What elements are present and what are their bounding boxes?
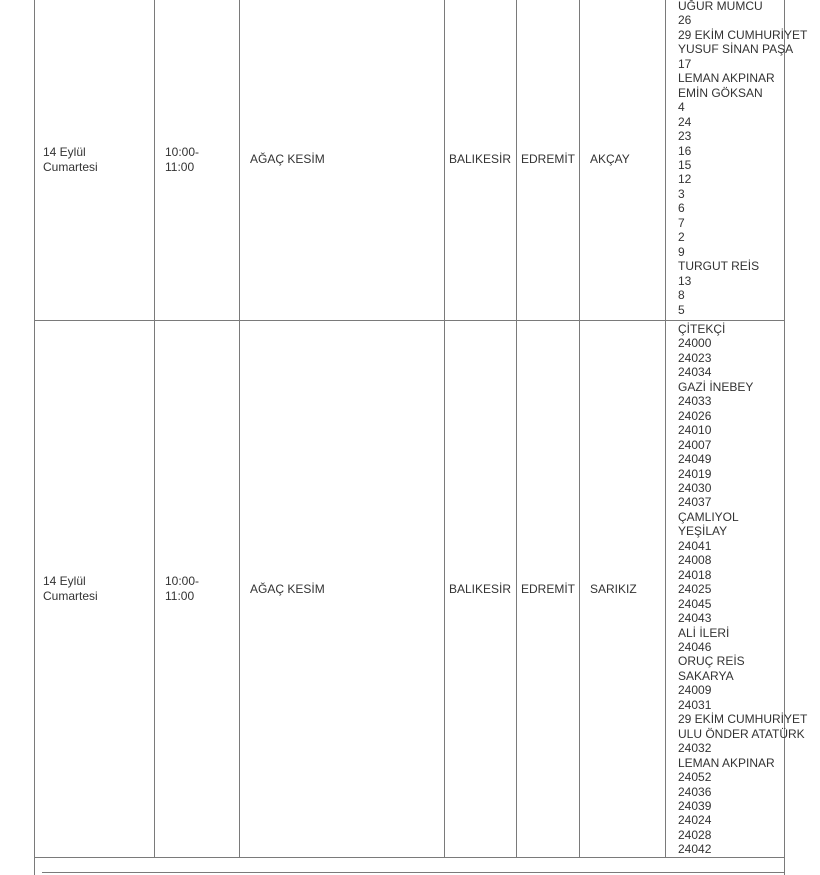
time-end: 11:00 <box>165 159 195 174</box>
street-item: ÇİTEKÇİ <box>678 322 726 336</box>
street-item: ALİ İLERİ <box>678 625 730 640</box>
street-item: 2 <box>678 230 685 245</box>
date-day: 14 Eylül <box>43 574 86 589</box>
street-item: 24041 <box>678 538 712 553</box>
street-item: 9 <box>678 244 685 259</box>
street-item: 7 <box>678 215 685 230</box>
street-item: 29 EKİM CUMHURİYET <box>678 712 808 727</box>
date-weekday: Cumartesi <box>43 588 98 603</box>
street-item: 24033 <box>678 394 712 409</box>
street-item: 24049 <box>678 452 712 467</box>
street-list <box>678 322 808 857</box>
date-day: 14 Eylül <box>43 145 86 160</box>
neighborhood-cell: AKÇAY <box>580 0 666 321</box>
street-item: SAKARYA <box>678 668 734 683</box>
table-border-right <box>784 857 785 875</box>
table-border-left <box>34 857 35 875</box>
street-item: 24030 <box>678 480 712 495</box>
street-item: 6 <box>678 201 685 216</box>
district-cell: EDREMİT <box>517 0 580 321</box>
time-end: 11:00 <box>165 588 195 603</box>
street-item: 24009 <box>678 683 712 698</box>
street-item: 24008 <box>678 553 712 568</box>
date-cell <box>35 0 155 321</box>
street-item: 24010 <box>678 423 712 438</box>
street-item: TURGUT REİS <box>678 259 760 274</box>
street-item: 5 <box>678 302 685 317</box>
street-item: 24028 <box>678 827 712 842</box>
street-item: YEŞİLAY <box>678 524 728 539</box>
street-item: ÇAMLIYOL <box>678 509 739 524</box>
street-item: 24 <box>678 114 692 129</box>
street-item: ORUÇ REİS <box>678 654 745 669</box>
street-item: 24039 <box>678 798 712 813</box>
street-item: 24024 <box>678 813 712 828</box>
time-cell <box>155 0 240 321</box>
table-divider <box>42 872 784 873</box>
street-item: 24025 <box>678 582 712 597</box>
street-item: ULU ÖNDER ATATÜRK <box>678 726 805 741</box>
street-item: LEMAN AKPINAR <box>678 755 775 770</box>
street-item: 24043 <box>678 611 712 626</box>
street-item: 24045 <box>678 596 712 611</box>
streets-cell <box>666 0 808 321</box>
work-cell: AĞAÇ KESİM <box>240 0 445 321</box>
outage-table <box>34 0 808 858</box>
street-item: 24042 <box>678 842 712 857</box>
street-item: 24037 <box>678 495 712 510</box>
street-item: 24000 <box>678 336 712 351</box>
street-item: 24032 <box>678 741 712 756</box>
time-cell <box>155 321 240 858</box>
street-item: 29 EKİM CUMHURİYET <box>678 27 808 42</box>
street-item: 17 <box>678 56 692 71</box>
street-item: 24026 <box>678 408 712 423</box>
province-cell: BALIKESİR <box>445 321 517 858</box>
work-cell: AĞAÇ KESİM <box>240 321 445 858</box>
street-item: 4 <box>678 100 685 115</box>
street-item: EMİN GÖKSAN <box>678 85 763 100</box>
date-cell <box>35 321 155 858</box>
district-cell: EDREMİT <box>517 321 580 858</box>
street-item: 24036 <box>678 784 712 799</box>
street-item: 24007 <box>678 437 712 452</box>
street-item: 26 <box>678 13 692 28</box>
table-row <box>35 0 785 321</box>
street-item: UĞUR MUMCU <box>678 0 763 13</box>
table-row <box>35 321 785 858</box>
street-item: 16 <box>678 143 692 158</box>
street-item: YUSUF SİNAN PAŞA <box>678 42 794 57</box>
street-item: GAZİ İNEBEY <box>678 379 754 394</box>
street-item: 24023 <box>678 350 712 365</box>
street-item: 24034 <box>678 365 712 380</box>
street-item: 24019 <box>678 466 712 481</box>
street-list <box>678 0 808 317</box>
street-item: 24018 <box>678 567 712 582</box>
time-start: 10:00- <box>165 574 200 589</box>
neighborhood-cell: SARIKIZ <box>580 321 666 858</box>
street-item: 24046 <box>678 639 712 654</box>
time-start: 10:00- <box>165 145 200 160</box>
street-item: 13 <box>678 273 692 288</box>
streets-cell <box>666 321 808 858</box>
street-item: LEMAN AKPINAR <box>678 71 775 86</box>
street-item: 24031 <box>678 697 712 712</box>
street-item: 15 <box>678 157 692 172</box>
street-item: 24052 <box>678 770 712 785</box>
province-cell: BALIKESİR <box>445 0 517 321</box>
street-item: 3 <box>678 186 685 201</box>
date-weekday: Cumartesi <box>43 159 98 174</box>
street-item: 23 <box>678 129 692 144</box>
street-item: 12 <box>678 172 692 187</box>
street-item: 8 <box>678 288 685 303</box>
